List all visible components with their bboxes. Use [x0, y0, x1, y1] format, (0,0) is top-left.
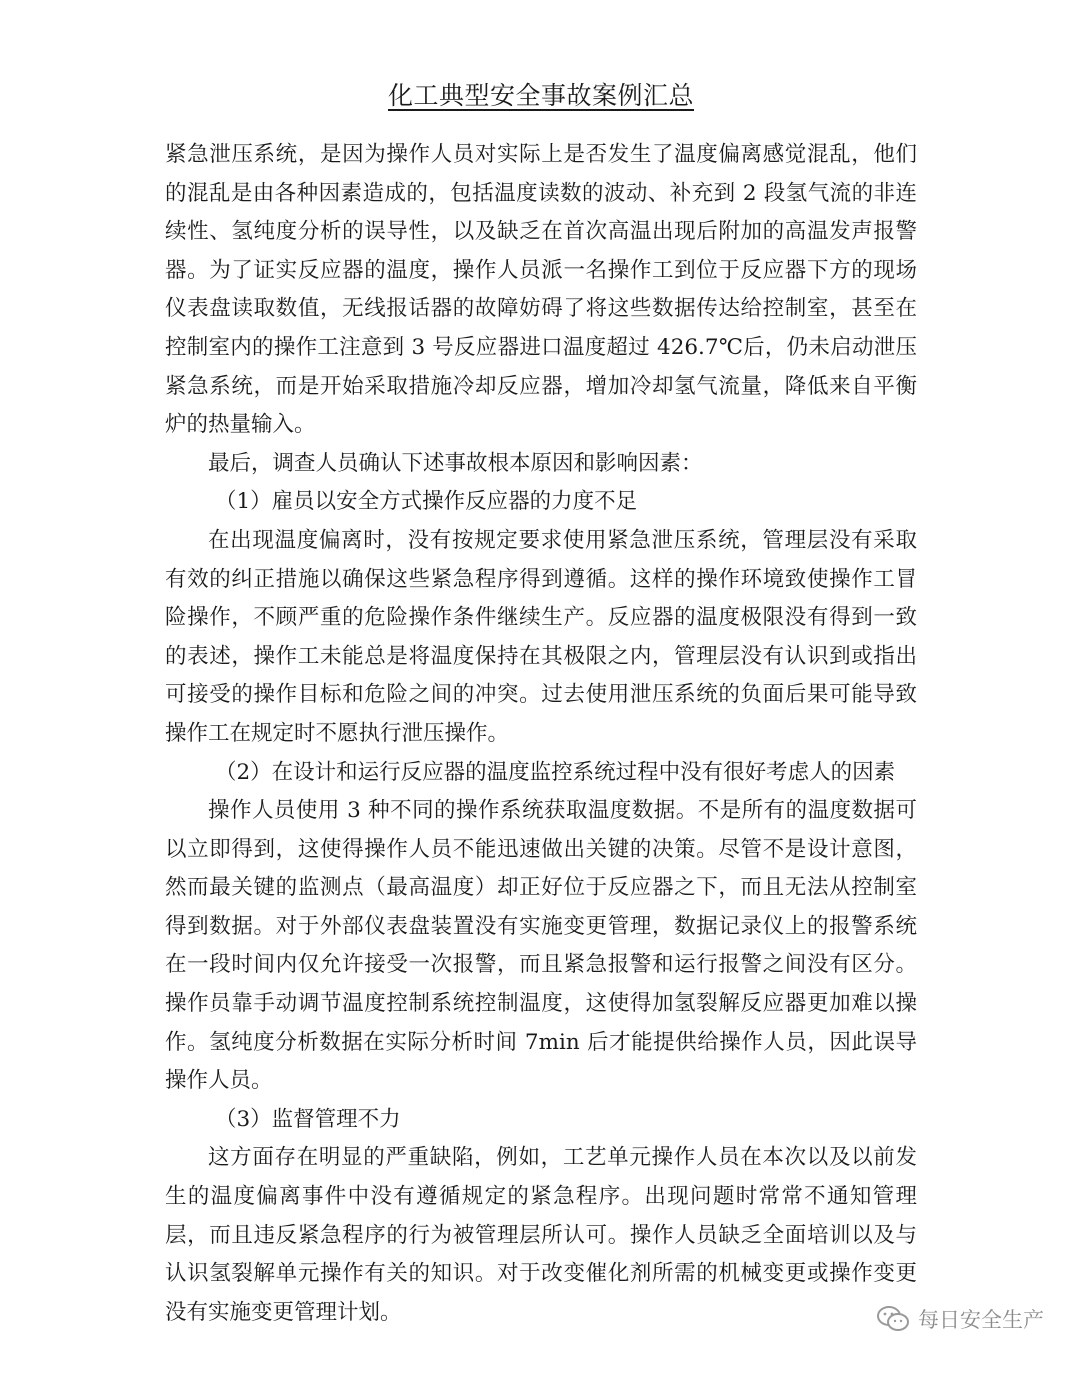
section-text-2: 操作人员使用 3 种不同的操作系统获取温度数据。不是所有的温度数据可以立即得到，这使得操作人员不能迅速做出关键的决策。尽管不是设计意图，然而最关键的监测点（最高温度）却正好位于反应器之下，而且无法从控制室得到数据。对于外部仪表盘装置没有实施变更管理，数据记录仪上的报警系统在一段时间内仅允许接受一次报警，而且紧急报警和运行报警之间没有区分。操作员靠手动调节温度控制系统控制温度，这使得加氢裂解反应器更加难以操作。氢纯度分析数据在实际分析时间 7min 后才能提供给操作人员，因此误导操作人员。 — [165, 798, 917, 1094]
document-title: 化工典型安全事故案例汇总 — [387, 81, 694, 110]
section-text-3: 这方面存在明显的严重缺陷，例如，工艺单元操作人员在本次以及以前发生的温度偏离事件中没有遵循规定的紧急程序。出现问题时常常不通知管理层，而且违反紧急程序的行为被管理层所认可。操作人员缺乏全面培训以及与认识氢裂解单元操作有关的知识。对于改变催化剂所需的机械变更或操作变更没有实施变更管理计划。 — [165, 1145, 917, 1325]
section-heading-3: （3）监督管理不力 — [215, 1106, 401, 1132]
document-page — [165, 78, 917, 1332]
watermark-text: 每日安全生产 — [918, 1308, 1044, 1332]
paragraph-conclusion-intro: 最后，调查人员确认下述事故根本原因和影响因素： — [208, 450, 703, 476]
paragraph-continuation: 紧急泄压系统，是因为操作人员对实际上是否发生了温度偏离感觉混乱，他们的混乱是由各种因素造成的，包括温度读数的波动、补充到 2 段氢气流的非连续性、氢纯度分析的误导性，以及缺乏在首次高温出现后附加的高温发声报警器。为了证实反应器的温度，操作人员派一名操作工到位于反应器下方的现场仪表盘读取数值，无线报话器的故障妨碍了将这些数据传达给控制室，甚至在控制室内的操作工注意到 3 号反应器进口温度超过 426.7℃后，仍未启动泄压紧急系统，而是开始采取措施冷却反应器，增加冷却氢气流量，降低来自平衡炉的热量输入。 — [165, 142, 917, 438]
watermark — [876, 1304, 1044, 1334]
wechat-icon — [876, 1305, 910, 1333]
section-heading-2: （2）在设计和运行反应器的温度监控系统过程中没有很好考虑人的因素 — [215, 759, 896, 785]
section-text-1: 在出现温度偏离时，没有按规定要求使用紧急泄压系统，管理层没有采取有效的纠正措施以确保这些紧急程序得到遵循。这样的操作环境致使操作工冒险操作，不顾严重的危险操作条件继续生产。反应器的温度极限没有得到一致的表述，操作工未能总是将温度保持在其极限之内，管理层没有认识到或指出可接受的操作目标和危险之间的冲突。过去使用泄压系统的负面后果可能导致操作工在规定时不愿执行泄压操作。 — [165, 527, 917, 746]
section-heading-1: （1）雇员以安全方式操作反应器的力度不足 — [215, 489, 638, 515]
